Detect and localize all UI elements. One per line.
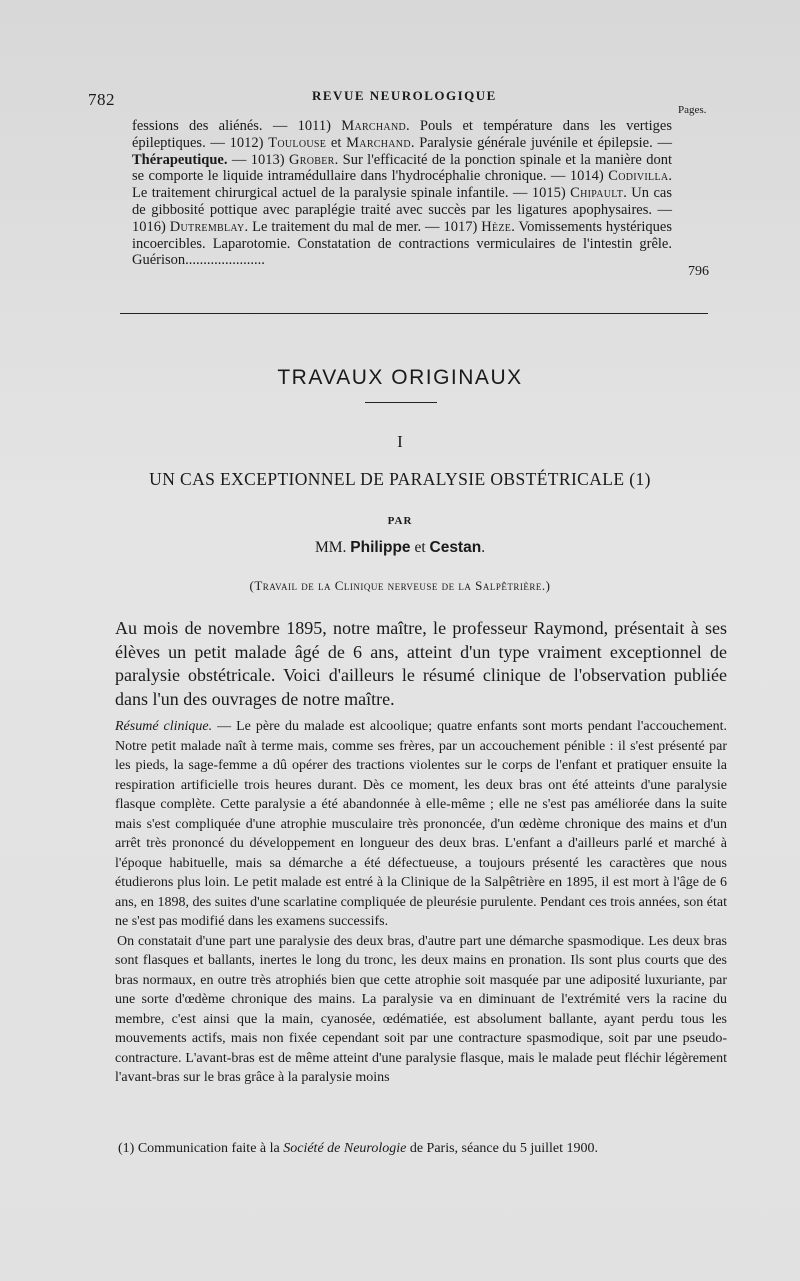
by-label: PAR	[387, 515, 413, 527]
paragraph-text: — Le père du malade est alcoolique; quatre enfants sont morts pendant l'accouchement. Notre petit malade naît à terme mais, comme ses frères, par un accouchement pénible : il s'est présenté par les pieds, la sage-femme a dû opérer des tractions violentes sur le corps de l'enfant et pratiquer ensuite la respiration artificielle trois heures durant. Dès ce moment, les deux bras ont été atteints d'une paralysie flasque complète. Cette paralysie a été abandonnée à elle-même ; elle ne s'est pas améliorée dans la suite mais s'est compliquée d'une atrophie musculaire très prononcée, d'un œdème chronique des mains et d'un arrêt très prononcé du développement en longueur des deux bras. L'enfant a d'ailleurs parlé et marché à l'époque habituelle, mais sa démarche a été défectueuse, a toujours présenté les caractères que nous étudierons plus loin. Le petit malade est entré à la Clinique de la Salpêtrière en 1895, il est mort à l'âge de 6 ans, en 1898, des suites d'une scarlatine compliquée de pleurésie purulente. Pendant ces trois années, son état ne s'est pas modifié dans les examens successifs.	[115, 719, 727, 929]
authors-prefix: MM.	[314, 539, 351, 556]
article-number: I	[397, 432, 403, 451]
toc-section-heading: Thérapeutique.	[132, 151, 228, 168]
toc-text: . Le traitement du mal de mer. — 1017)	[244, 218, 482, 235]
toc-author: Marchand	[341, 118, 406, 134]
toc-author: Grober	[288, 151, 335, 168]
author-name: Cestan	[429, 539, 482, 556]
toc-text: et	[326, 134, 347, 151]
toc-text: . Vomissements hystériques incoercibles. Laparotomie. Constatation de contractions vermiculaires de l'intestin grêle. Guérison......................	[132, 218, 672, 269]
footnote-text: (1) Communication faite à la	[118, 1141, 284, 1156]
footnote-text: de Paris, séance du 5 juillet 1900.	[406, 1141, 599, 1156]
footnote	[118, 1141, 718, 1157]
toc-author: Codivilla	[608, 168, 669, 185]
toc-author: Dutremblay	[169, 218, 245, 235]
running-header: REVUE NEUROLOGIQUE	[312, 88, 497, 103]
title-underline	[365, 402, 437, 403]
toc-text: . Un cas de gibbosité pottique avec paraplégie traité avec succès par les ligatures apophysaires. — 1016)	[132, 185, 672, 235]
institution-note: (Travail de la Clinique nerveuse de la Salpêtrière.)	[249, 578, 551, 593]
article-title: UN CAS EXCEPTIONNEL DE PARALYSIE OBSTÉTRICALE (1)	[149, 469, 651, 489]
table-of-contents-entry	[132, 118, 672, 269]
toc-text: . Le traitement chirurgical actuel de la paralysie spinale infantile. — 1015)	[132, 168, 672, 202]
page-number: 782	[88, 90, 115, 109]
author-name: Philippe	[350, 539, 411, 556]
authors-suffix: .	[481, 539, 486, 556]
toc-text: . Pouls et température dans les vertiges épileptiques. — 1012)	[132, 118, 672, 151]
toc-text: — 1013)	[227, 151, 289, 168]
body-paragraph: On constatait d'une part une paralysie des deux bras, d'autre part une démarche spasmodique. Les deux bras sont flasques et ballants, inertes le long du tronc, les deux mains en pronation. Ils sont plus courts que des bras normaux, en outre très atrophiés bien que cette atrophie soit masquée par une adiposité luxuriante, par une sorte d'œdème chronique des mains. La paralysie va en diminuant de l'extrémité vers la racine du membre, c'est ainsi que la main, cyanosée, œdématiée, est absolument ballante, ayant perdu tous les mouvements actifs, mais non fixée cependant soit par une contracture spasmodique, soit par une pseudo-contracture. L'avant-bras est de même atteint d'une paralysie flasque, mais le malade peut fléchir légèrement l'avant-bras sur le bras grâce à la paralysie moins	[115, 933, 727, 1085]
toc-author: Toulouse	[268, 134, 327, 151]
section-title: TRAVAUX ORIGINAUX	[277, 366, 523, 389]
article-authors	[0, 539, 800, 557]
intro-paragraph: Au mois de novembre 1895, notre maître, le professeur Raymond, présentait à ses élèves un petit malade âgé de 6 ans, atteint d'un type vraiment exceptionnel de paralysie obstétricale. Voici d'ailleurs le résumé clinique de l'observation publiée dans l'un des ouvrages de notre maître.	[115, 618, 727, 709]
toc-page-reference: 796	[688, 264, 709, 279]
toc-author: Marchand	[346, 134, 411, 151]
resume-label: Résumé clinique.	[115, 719, 213, 734]
toc-author: Chipault	[570, 185, 624, 202]
toc-text: . Paralysie générale juvénile et épilepsie. —	[410, 134, 672, 151]
toc-text: fessions des aliénés. — 1011)	[132, 118, 342, 134]
section-divider	[120, 313, 708, 314]
pages-label: Pages.	[678, 104, 707, 116]
toc-text: . Sur l'efficacité de la ponction spinale et la manière dont se comporte le liquide intramédullaire dans l'hydrocéphalie chronique. — 1014)	[132, 151, 672, 185]
article-body	[115, 717, 727, 1088]
toc-author: Hèze	[481, 218, 512, 235]
footnote-society: Société de Neurologie	[283, 1141, 407, 1156]
body-paragraph	[115, 717, 727, 932]
authors-conjunction: et	[410, 539, 430, 556]
